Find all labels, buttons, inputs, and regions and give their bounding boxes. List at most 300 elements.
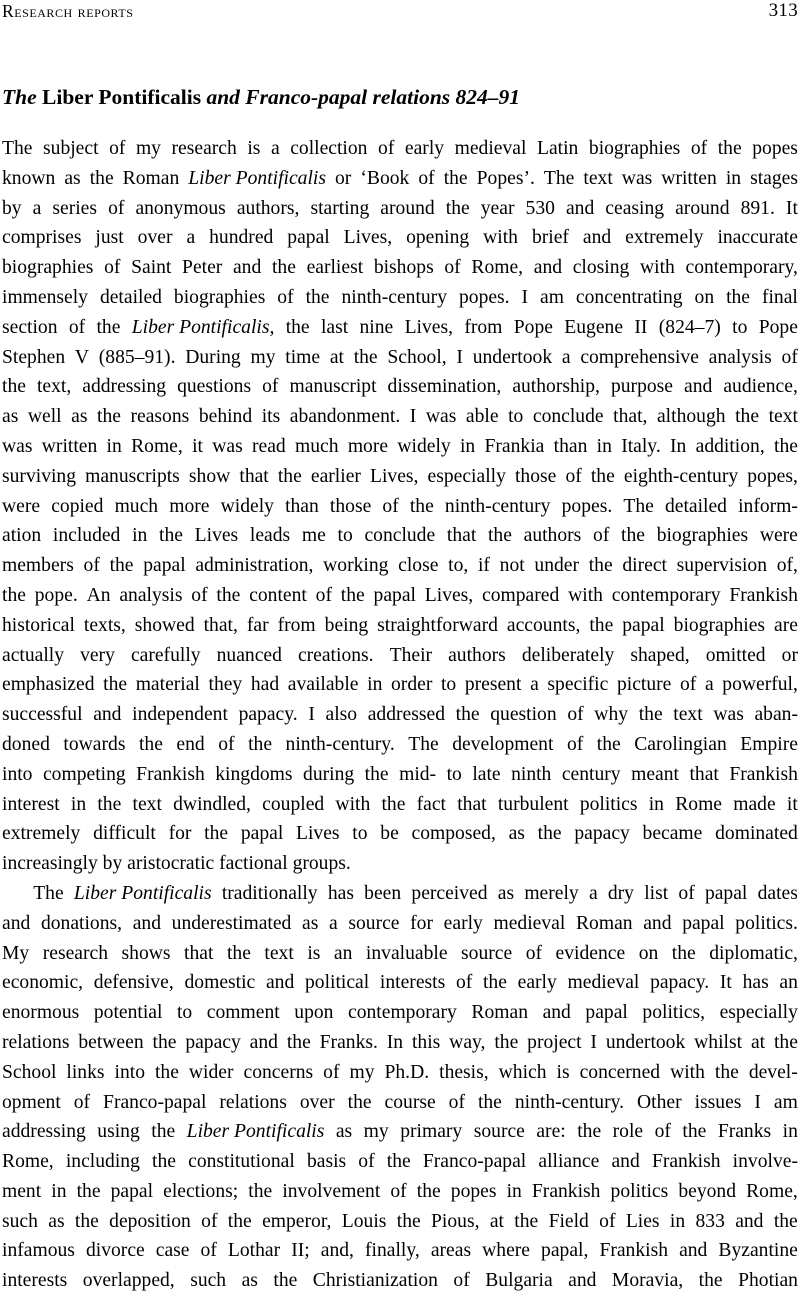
word: which [498, 1061, 547, 1083]
word: early [404, 138, 445, 159]
word: I [521, 286, 529, 308]
word: as [71, 406, 88, 428]
text-line [2, 253, 798, 283]
word: straightforward [377, 614, 498, 636]
word: conclude [532, 406, 604, 428]
word: (824–7) [658, 316, 721, 338]
word: is [307, 942, 321, 964]
word: the [227, 1210, 252, 1232]
word: the [621, 525, 645, 547]
word: eighth-century [623, 465, 739, 487]
word: or [335, 167, 352, 189]
word: mid- [399, 763, 437, 785]
word: my [250, 346, 276, 368]
word: difficult [93, 823, 156, 845]
text-line [2, 700, 798, 730]
word: and [265, 972, 295, 994]
word: The [543, 167, 575, 189]
word: was [2, 435, 33, 457]
word: with [640, 257, 675, 279]
word: the [671, 942, 696, 964]
word: of [455, 972, 473, 994]
word: source [348, 912, 400, 934]
word: the [2, 584, 26, 606]
word: addressed [367, 704, 445, 726]
word: has [742, 972, 769, 994]
word: well [27, 406, 62, 428]
word: immensely [2, 286, 88, 308]
text-line [2, 402, 798, 432]
word: the [773, 1210, 798, 1232]
word: the [271, 257, 296, 279]
word: being [324, 614, 369, 636]
word: actually [2, 644, 65, 666]
word: a [32, 197, 42, 219]
word: medieval [493, 912, 566, 934]
word: the [588, 555, 613, 577]
word: question [490, 704, 557, 726]
word: showed [134, 614, 195, 636]
word: of [201, 1210, 218, 1232]
article-title [2, 83, 798, 111]
word: its [261, 406, 281, 428]
word: enormous [2, 1002, 80, 1024]
word: addressing [2, 1121, 86, 1143]
word: in [106, 435, 122, 457]
word: a [329, 912, 338, 934]
word: ninth-century. [285, 733, 395, 755]
word: project [527, 1031, 582, 1053]
word: final [761, 286, 798, 308]
word: accounts, [506, 614, 581, 636]
word: the [590, 465, 615, 487]
word: the [596, 733, 621, 755]
word: by [102, 853, 128, 875]
word: questions [177, 376, 252, 398]
word: Frankia [484, 435, 545, 457]
word: written [41, 435, 98, 457]
word: of, [776, 555, 798, 577]
text-line [2, 998, 798, 1028]
word: the [109, 555, 134, 577]
word: increasingly [2, 853, 103, 875]
word: text [132, 793, 162, 815]
word: series [52, 197, 98, 219]
word: dates [757, 882, 798, 904]
text-line [2, 432, 798, 462]
word: are: [536, 1121, 566, 1143]
word: am [773, 1091, 798, 1113]
word: Louis [341, 1210, 387, 1232]
word: biographies [2, 257, 94, 279]
word: Ph.D. [384, 1061, 430, 1083]
word: Latin [536, 138, 579, 159]
word: of [358, 1151, 375, 1173]
word: to [352, 823, 368, 845]
word: of [679, 674, 697, 696]
word: am [540, 286, 564, 308]
word: the [443, 167, 468, 189]
word: was [425, 406, 457, 428]
word: donations, [40, 912, 123, 934]
word: of [191, 584, 208, 606]
word: beyond [678, 1180, 737, 1202]
word: development [452, 733, 554, 755]
word: the [409, 495, 434, 517]
word: Rome, [2, 1151, 54, 1173]
word: of [453, 1270, 470, 1292]
word: In [386, 1031, 404, 1053]
word: of [68, 316, 86, 338]
word: dissemination, [387, 376, 502, 398]
text-line [2, 462, 798, 492]
word: medieval [454, 138, 527, 159]
word: known [2, 167, 56, 189]
word: politics [579, 793, 638, 815]
article-title-part-1: Liber Pontificalis [42, 85, 202, 110]
word: compared [482, 584, 560, 606]
word: with [483, 227, 518, 249]
word: thesis, [439, 1061, 489, 1083]
word: the [537, 823, 562, 845]
word: biographies [173, 286, 266, 308]
word: earlier [310, 465, 361, 487]
word: relations [219, 1091, 287, 1113]
word: during [303, 763, 355, 785]
word: into [2, 763, 33, 785]
word: purpose [610, 376, 673, 398]
word: Franco-papal [103, 1091, 207, 1113]
word: the [154, 1061, 179, 1083]
word: of [109, 138, 126, 159]
word: the [455, 704, 480, 726]
word: powerful, [722, 674, 798, 696]
word: Lives, [370, 465, 419, 487]
word: the [277, 465, 302, 487]
word: detailed [99, 286, 162, 308]
word: Italy. [621, 435, 661, 457]
word: 833 [695, 1210, 725, 1232]
word: the [248, 1180, 273, 1202]
word: creations. [297, 644, 374, 666]
word: interest [2, 793, 60, 815]
text-line [2, 611, 798, 641]
word: papacy [574, 823, 630, 845]
word: I [409, 406, 417, 428]
word: Eugene [564, 316, 624, 338]
word-italic: Liber Pontificalis, [131, 316, 275, 338]
word: II [634, 316, 648, 338]
word: factional [219, 853, 293, 875]
word: papacy. [650, 972, 710, 994]
word: administration, [195, 555, 314, 577]
word: papal [622, 614, 665, 636]
word: contemporary [611, 584, 721, 606]
word: the [273, 1270, 298, 1292]
word: stages [750, 167, 798, 189]
word: conclude [364, 525, 436, 547]
word: towards [63, 733, 126, 755]
word: potential [93, 1002, 163, 1024]
article-title-part-0: The [2, 85, 43, 110]
word: the [381, 793, 406, 815]
word: Saint [131, 257, 172, 279]
word: of [418, 167, 435, 189]
word-italic: Liber Pontificalis [188, 167, 326, 189]
word: text, [36, 376, 72, 398]
word: section [2, 316, 58, 338]
word: reasons [130, 406, 190, 428]
word: the [159, 525, 183, 547]
paragraph [2, 879, 798, 1296]
word: of [444, 257, 461, 279]
word: into [114, 1061, 145, 1083]
text-line [2, 551, 798, 581]
word: and, [320, 1240, 354, 1262]
word: devel- [748, 1061, 798, 1083]
word: an [333, 942, 353, 964]
word: the [445, 197, 470, 219]
word: the [89, 167, 114, 189]
word: the [353, 346, 378, 368]
word: analysis [119, 584, 183, 606]
word: of [781, 346, 798, 368]
word: with [670, 1061, 705, 1083]
word: was [621, 167, 653, 189]
word: the [482, 972, 507, 994]
word: School [2, 1061, 57, 1083]
word: economic, [2, 972, 84, 994]
word: a [704, 674, 714, 696]
word: just [95, 227, 124, 249]
word: very [80, 644, 115, 666]
word: close [398, 555, 439, 577]
word: My [2, 942, 30, 964]
word: where [482, 1240, 530, 1262]
word: undertook [605, 1031, 686, 1053]
word: on [694, 286, 715, 308]
word: the [97, 406, 121, 428]
word: ninth-century [341, 286, 448, 308]
word: ceasing [605, 197, 665, 219]
word: papal [704, 882, 748, 904]
word: I [308, 704, 315, 726]
word: areas [430, 1240, 472, 1262]
word: politics, [642, 1002, 706, 1024]
word: as [64, 167, 81, 189]
word: turbulent [497, 793, 569, 815]
word: if [477, 555, 490, 577]
word: of [565, 465, 582, 487]
word: ment [2, 1180, 42, 1202]
word: are [774, 614, 798, 636]
word: The [33, 882, 64, 904]
word: ninth-century. [514, 1091, 625, 1113]
text-line [2, 1177, 798, 1207]
word: those [329, 495, 372, 517]
word: to [508, 406, 524, 428]
word: papal [373, 584, 416, 606]
word: of [104, 257, 121, 279]
word: subject [43, 138, 99, 159]
word: than [285, 495, 319, 517]
text-line [2, 1088, 798, 1118]
word: links [66, 1061, 105, 1083]
word: Lives [194, 525, 239, 547]
word: and [2, 912, 31, 934]
word: between [78, 1031, 144, 1053]
word: present [464, 674, 522, 696]
word: role [612, 1121, 644, 1143]
text-line [2, 1117, 798, 1147]
word: primary [400, 1121, 463, 1143]
word: of [448, 1091, 465, 1113]
word: popes [752, 138, 798, 159]
word: and [542, 1002, 571, 1024]
word: in [725, 167, 742, 189]
text-line [2, 134, 798, 164]
word: the [416, 1180, 441, 1202]
word: manuscripts [85, 465, 180, 487]
word: as [302, 912, 319, 934]
word: content [249, 584, 307, 606]
word: Bulgaria [485, 1270, 553, 1292]
word: and [232, 257, 262, 279]
word: the [97, 793, 122, 815]
word: starting [310, 197, 370, 219]
word: the [774, 435, 798, 457]
word: Stephen [2, 346, 66, 368]
text-line [2, 223, 798, 253]
word: the [286, 1031, 311, 1053]
word: Lies [625, 1210, 660, 1232]
word: using [97, 1121, 140, 1143]
word: of [108, 197, 125, 219]
word: papal [240, 823, 284, 845]
word: far [246, 614, 269, 636]
word: anonymous [135, 197, 226, 219]
word: to [176, 1002, 193, 1024]
word: Frankish [729, 763, 798, 785]
word: In [670, 435, 687, 457]
word: the [717, 138, 742, 159]
word: inform- [738, 495, 798, 517]
word: of [654, 1121, 671, 1143]
word: had [250, 674, 280, 696]
word: with [335, 793, 371, 815]
word: at [750, 1031, 766, 1053]
word: members [2, 555, 74, 577]
word: source [461, 942, 513, 964]
word: Frankish [651, 1151, 721, 1173]
word: especially [719, 1002, 798, 1024]
word: made [733, 793, 776, 815]
word: earliest [306, 257, 364, 279]
word: Rome, [746, 1180, 798, 1202]
word: as [335, 1121, 353, 1143]
word: my [135, 138, 161, 159]
word: it [786, 793, 798, 815]
word: in [648, 793, 664, 815]
text-line [2, 760, 798, 790]
word: undertook [472, 346, 553, 368]
word: the [386, 1151, 411, 1173]
word: the [577, 1121, 602, 1143]
word: the [152, 1151, 176, 1173]
text-line [2, 313, 798, 343]
word: over [299, 1091, 335, 1113]
word: traditionally [221, 882, 318, 904]
word: Their [389, 644, 433, 666]
word: ‘Book [360, 167, 410, 189]
text-line [2, 819, 798, 849]
word: extremely [2, 823, 81, 845]
text-line [2, 1147, 798, 1177]
text-line [2, 730, 798, 760]
word: interests [379, 972, 446, 994]
word: coupled [262, 793, 325, 815]
word: Frankish [599, 1240, 669, 1262]
word: of [315, 584, 332, 606]
word: not [499, 555, 525, 577]
word: dry [607, 882, 634, 904]
word: Field [548, 1210, 589, 1232]
word: and [684, 376, 713, 398]
word: independent [132, 704, 228, 726]
word: I [754, 1091, 761, 1113]
word: to [446, 763, 462, 785]
word: carefully [130, 644, 201, 666]
text-line [2, 492, 798, 522]
word: collection [290, 138, 368, 159]
word: medieval [567, 972, 640, 994]
word: such [2, 1210, 38, 1232]
word: Carolingian [634, 733, 727, 755]
word-italic: Liber Pontificalis [73, 882, 212, 904]
word: papal, [541, 1240, 589, 1262]
word: the [347, 1091, 372, 1113]
word: dominated [715, 823, 798, 845]
word: they [208, 674, 243, 696]
word: Other [637, 1091, 682, 1113]
word: of [567, 704, 584, 726]
word: around [675, 197, 730, 219]
word: merely [524, 882, 579, 904]
word: domestic [184, 972, 256, 994]
word: and [679, 1240, 708, 1262]
word: the [285, 316, 310, 338]
word: why [594, 704, 629, 726]
word: as [497, 882, 515, 904]
word: picture [616, 674, 672, 696]
word: comment [206, 1002, 280, 1024]
word: the [487, 525, 512, 547]
word: specific [547, 674, 609, 696]
word: defensive, [93, 972, 174, 994]
text-line [2, 1236, 798, 1266]
word: text [768, 406, 798, 428]
text-line [2, 194, 798, 224]
word: biographies [673, 614, 766, 636]
word: issues [694, 1091, 742, 1113]
page-number: 313 [768, 0, 798, 21]
word: leads [249, 525, 291, 547]
word: and [735, 1210, 764, 1232]
word: the [682, 1121, 707, 1143]
paragraph-indent [2, 879, 23, 909]
text-line [2, 1028, 798, 1058]
word: Lives, [404, 316, 453, 338]
